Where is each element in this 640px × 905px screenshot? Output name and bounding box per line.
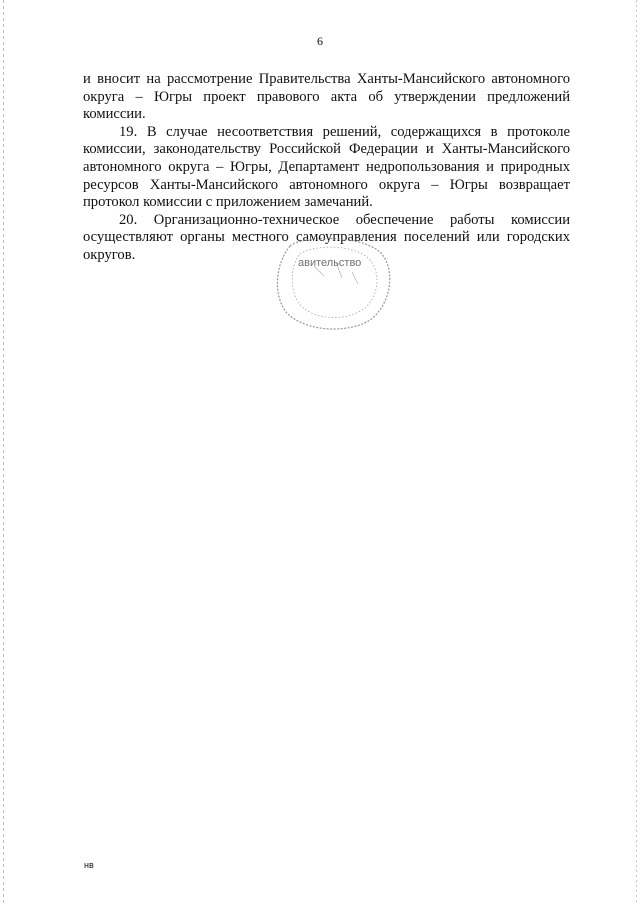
scan-edge-left [3, 0, 4, 905]
stamp-text: авительство [298, 257, 362, 269]
scan-edge-right [636, 0, 637, 905]
page-number: 6 [317, 34, 323, 48]
paragraph-20: 20. Организационно-техническое обеспечение работы комиссии осуществляют органы местного самоуправления поселений или городских округов. [83, 211, 570, 263]
official-stamp [264, 232, 394, 334]
paragraph-19: 19. В случае несоответствия решений, содержащихся в протоколе комиссии, законодательству Российской Федерации и Ханты-Мансийского автономного округа – Югры, Департамент недропользования и природных ресурсов Ханты-Мансийского автономного округа – Югры возвращает протокол комиссии с приложением замечаний. [83, 123, 570, 211]
footer-initials: нв [84, 860, 94, 870]
paragraph-continuation: и вносит на рассмотрение Правительства Ханты-Мансийского автономного округа – Югры проект правового акта об утверждении предложений комиссии. [83, 71, 570, 123]
